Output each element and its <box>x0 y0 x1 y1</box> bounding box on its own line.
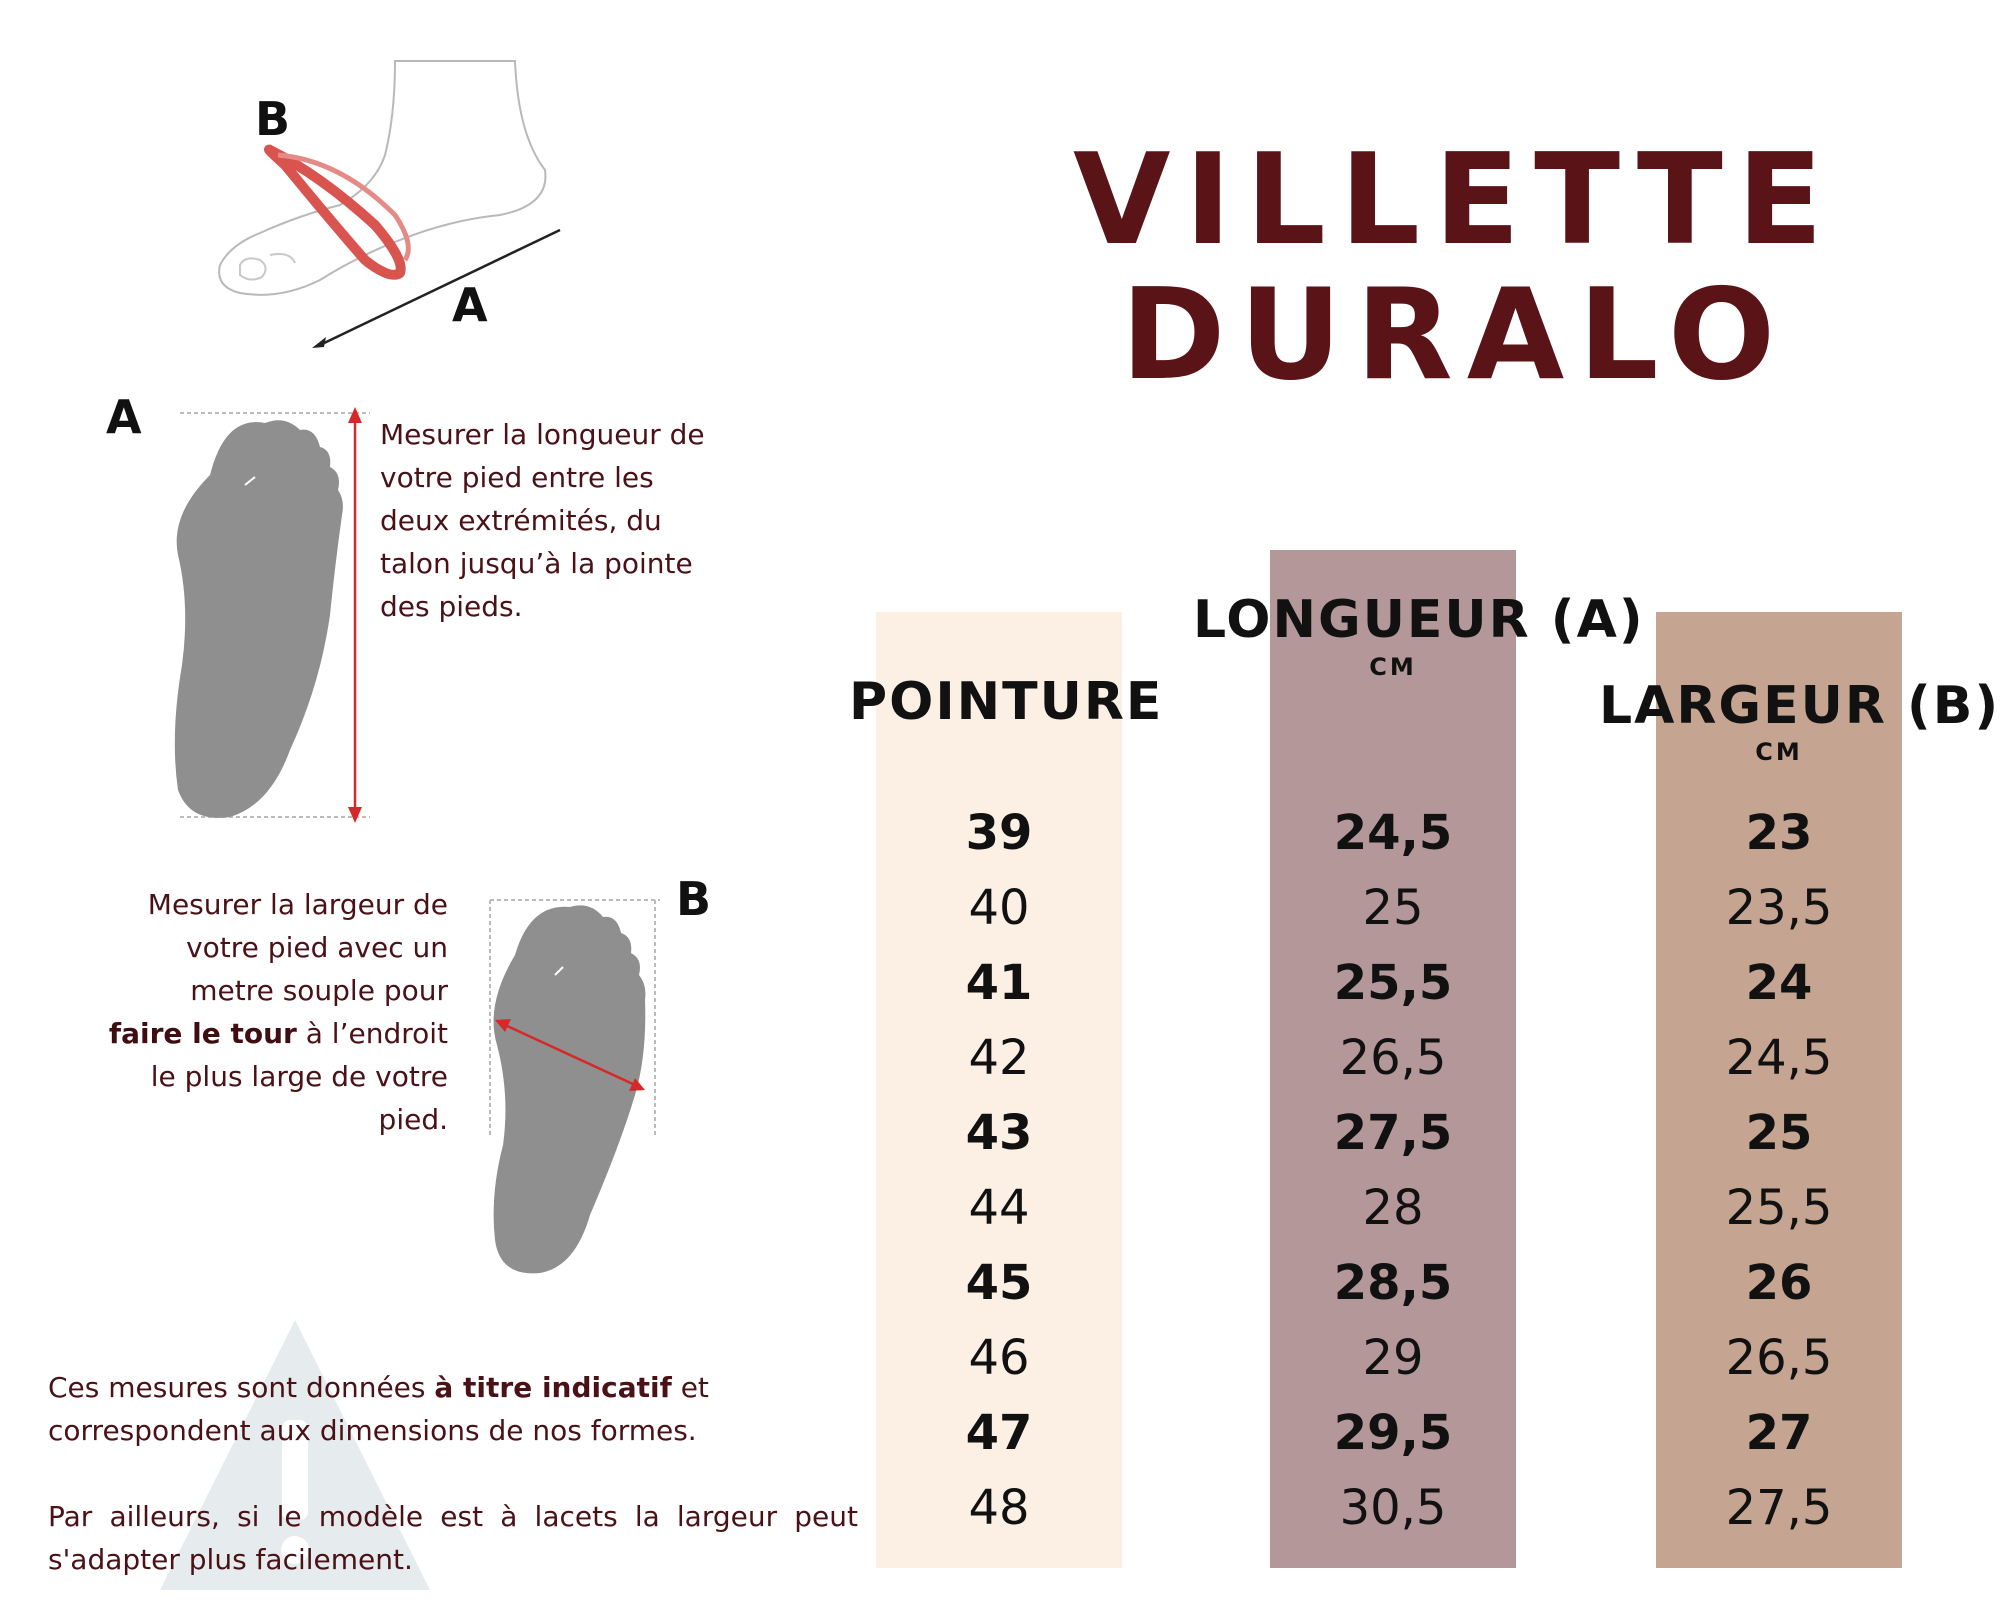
cell-largeur: 23,5 <box>1725 880 1833 936</box>
label-a-top: A <box>452 278 488 332</box>
cell-longueur: 28 <box>1362 1180 1424 1236</box>
label-b-side: B <box>676 872 712 926</box>
cell-longueur: 27,5 <box>1333 1105 1453 1161</box>
width-line-6: pied. <box>378 1103 448 1136</box>
foot-sole-width-illustration <box>485 895 665 1315</box>
cell-largeur: 24 <box>1745 955 1813 1011</box>
note-2-line-2: s'adapter plus facilement. <box>48 1543 413 1576</box>
length-line-4: talon jusqu’à la pointe <box>380 547 693 580</box>
width-line-1: Mesurer la largeur de <box>147 888 448 921</box>
note-1-line-1 <box>48 1366 868 1409</box>
header-pointure: POINTURE <box>849 672 1164 732</box>
length-line-1: Mesurer la longueur de <box>380 418 705 451</box>
width-line-3: metre souple pour <box>190 974 448 1007</box>
cell-largeur: 26 <box>1745 1255 1813 1311</box>
cell-pointure: 42 <box>968 1030 1030 1086</box>
width-line-4-bold: faire le tour <box>108 1017 297 1050</box>
header-longueur-unit: CM <box>1369 653 1417 681</box>
note-1-pre: Ces mesures sont données <box>48 1371 435 1404</box>
width-line-2: votre pied avec un <box>186 931 448 964</box>
header-largeur: LARGEUR (B) <box>1599 676 2000 736</box>
cell-longueur: 29,5 <box>1333 1405 1453 1461</box>
length-instructions <box>380 413 740 628</box>
note-2-line-1: Par ailleurs, si le modèle est à lacets la largeur peut <box>48 1500 858 1533</box>
brand-title-line1: VILLETTE <box>1073 126 1837 273</box>
note-indicative <box>48 1366 868 1452</box>
width-line-4 <box>60 1012 448 1055</box>
foot-sole-icon <box>175 420 343 818</box>
note-1-line-2: correspondent aux dimensions de nos formes. <box>48 1414 697 1447</box>
length-line-2: votre pied entre les <box>380 461 654 494</box>
header-longueur: LONGUEUR (A) <box>1193 590 1645 650</box>
cell-largeur: 25,5 <box>1725 1180 1833 1236</box>
cell-longueur: 30,5 <box>1339 1480 1447 1536</box>
cell-longueur: 25,5 <box>1333 955 1453 1011</box>
length-line-5: des pieds. <box>380 590 523 623</box>
cell-pointure: 47 <box>965 1405 1033 1461</box>
cell-longueur: 24,5 <box>1333 805 1453 861</box>
cell-pointure: 40 <box>968 880 1030 936</box>
cell-largeur: 25 <box>1745 1105 1813 1161</box>
brand-title-line2: DURALO <box>1120 261 1790 408</box>
label-a-side: A <box>106 390 142 444</box>
note-laces <box>48 1495 858 1581</box>
cell-pointure: 43 <box>965 1105 1033 1161</box>
width-line-5: le plus large de votre <box>150 1060 448 1093</box>
cell-pointure: 44 <box>968 1180 1030 1236</box>
cell-longueur: 25 <box>1362 880 1424 936</box>
cell-longueur: 29 <box>1362 1330 1424 1386</box>
header-largeur-unit: CM <box>1755 738 1803 766</box>
length-line-3: deux extrémités, du <box>380 504 662 537</box>
width-instructions <box>60 883 448 1141</box>
cell-largeur: 27 <box>1745 1405 1813 1461</box>
note-1-post: et <box>671 1371 709 1404</box>
cell-pointure: 39 <box>965 805 1033 861</box>
note-1-bold: à titre indicatif <box>434 1371 672 1404</box>
cell-pointure: 46 <box>968 1330 1030 1386</box>
cell-largeur: 26,5 <box>1725 1330 1833 1386</box>
cell-pointure: 41 <box>965 955 1033 1011</box>
cell-largeur: 27,5 <box>1725 1480 1833 1536</box>
cell-pointure: 48 <box>968 1480 1030 1536</box>
foot-sole-icon-2 <box>494 905 646 1273</box>
cell-largeur: 24,5 <box>1725 1030 1833 1086</box>
cell-pointure: 45 <box>965 1255 1033 1311</box>
cell-longueur: 28,5 <box>1333 1255 1453 1311</box>
cell-largeur: 23 <box>1745 805 1813 861</box>
label-b-top: B <box>255 92 291 146</box>
length-arrow-icon <box>340 405 370 825</box>
cell-longueur: 26,5 <box>1339 1030 1447 1086</box>
width-line-4-rest: à l’endroit <box>296 1017 448 1050</box>
